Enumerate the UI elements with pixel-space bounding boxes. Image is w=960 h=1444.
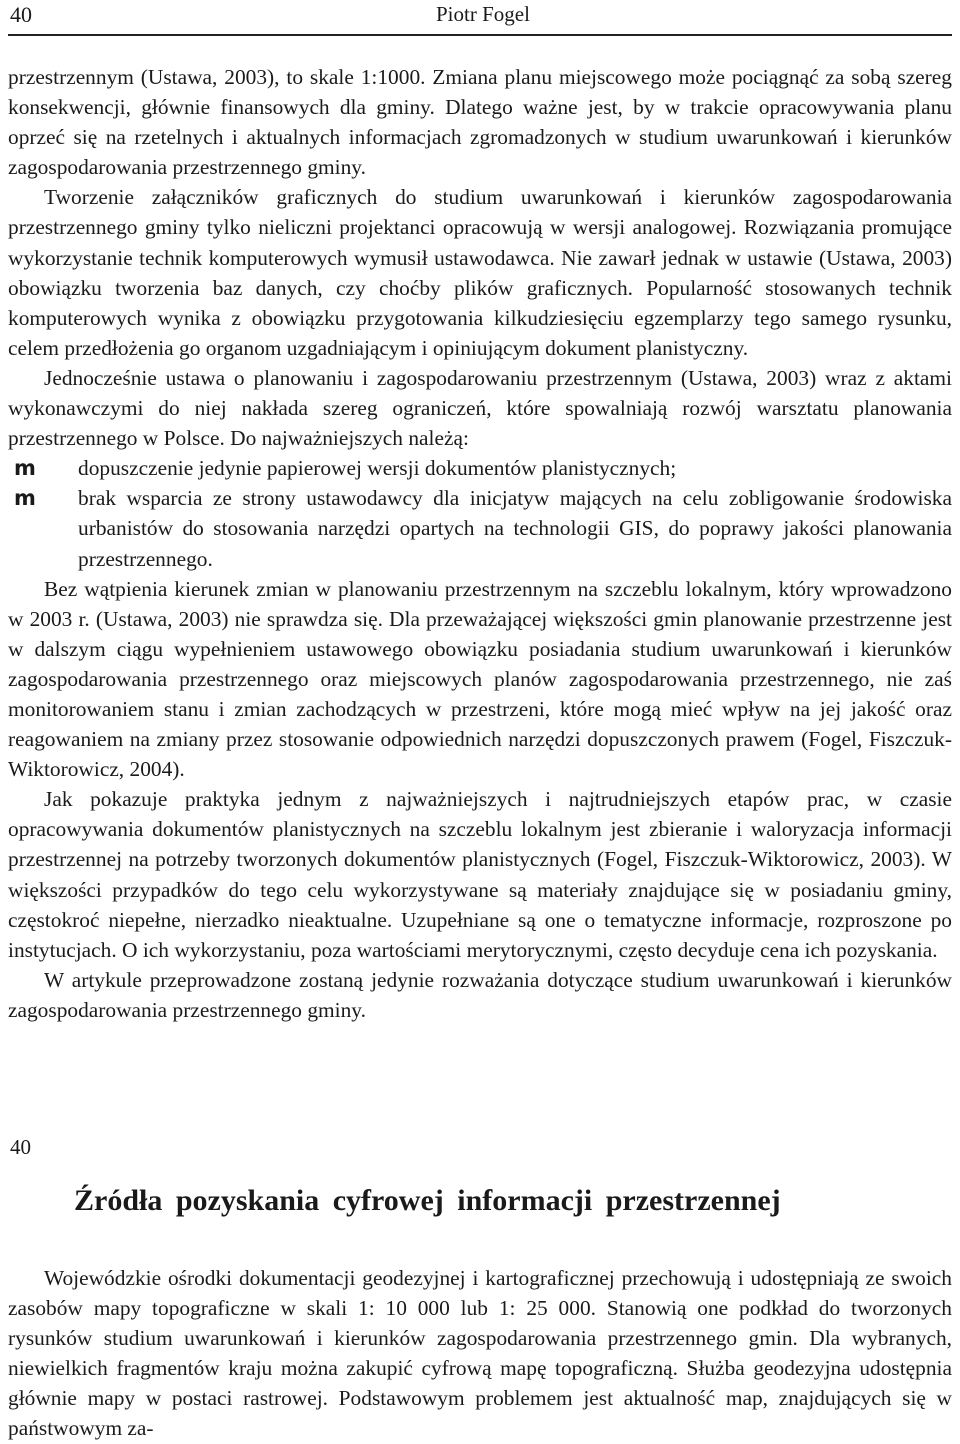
paragraph: W artykule przeprowadzone zostaną jedynie rozważania dotyczące studium uwarunkowań i kierunków zagospodarowania przestrzennego gminy. — [8, 967, 952, 1022]
list-item-text: brak wsparcia ze strony ustawodawcy dla inicjatyw mających na celu zobligowanie środowiska urbanistów do stosowania narzędzi opartych na technologii GIS, do poprawy jakości planowania przestrzennego. — [78, 486, 952, 571]
list-item — [8, 483, 952, 573]
page-header — [8, 0, 952, 36]
section-heading: Źródła pozyskania cyfrowej informacji przestrzennej — [74, 1184, 781, 1217]
section-text-block — [8, 1263, 952, 1444]
mid-page-number: 40 — [10, 1135, 31, 1159]
bullet-list — [8, 453, 952, 573]
list-item — [8, 453, 952, 483]
page-number: 40 — [10, 2, 32, 27]
bullet-icon: m — [14, 456, 36, 481]
paragraph: Wojewódzkie ośrodki dokumentacji geodezyjnej i kartograficznej przechowują i udostępniają ze swoich zasobów mapy topograficzne w skali 1: 10 000 lub 1: 25 000. Stanowią one podkład do tworzonych rysunków studium uwarunkowań i kierunków zagospodarowania przestrzennego gmin. Dla wybranych, niewielkich fragmentów kraju można zakupić cyfrową mapę topograficzną. Służba geodezyjna udostępnia głównie mapy w postaci rastrowej. Podstawowym problemem jest aktualność map, znajdujących się w państwowym za- — [8, 1266, 952, 1441]
paragraph: Jak pokazuje praktyka jednym z najważniejszych i najtrudniejszych etapów prac, w czasie opracowywania dokumentów planistycznych na szczeblu lokalnym jest zbieranie i waloryzacja informacji przestrzennej na potrzeby tworzonych dokumentów planistycznych (Fogel, Fiszczuk-Wiktorowicz, 2003). W większości przypadków do tego celu wykorzystywane są materiały znajdujące się w posiadaniu gminy, częstokroć niepełne, nierzadko nieaktualne. Uzupełniane są one o tematyczne informacje, rozproszone po instytucjach. O ich wykorzystaniu, poza wartościami merytorycznymi, często decyduje cena ich pozyskania. — [8, 787, 952, 962]
running-head-author: Piotr Fogel — [436, 2, 530, 26]
paragraph: Bez wątpienia kierunek zmian w planowaniu przestrzennym na szczeblu lokalnym, który wprowadzono w 2003 r. (Ustawa, 2003) nie sprawdza się. Dla przeważającej większości gmin planowanie przestrzenne jest w dalszym ciągu wypełnieniem ustawowego obowiązku posiadania studium uwarunkowań i kierunków zagospodarowania przestrzennego oraz miejscowych planów zagospodarowania przestrzennego, nie zaś monitorowaniem stanu i zmian zachodzących w przestrzeni, które mogą mieć wpływ na jej jakość oraz reagowaniem na zmiany przez stosowanie odpowiednich narzędzi dopuszczonych prawem (Fogel, Fiszczuk-Wiktorowicz, 2004). — [8, 576, 952, 782]
paragraph: Jednocześnie ustawa o planowaniu i zagospodarowaniu przestrzennym (Ustawa, 2003) wraz z aktami wykonawczymi do niej nakłada szereg ograniczeń, które spowalniają rozwój warsztatu planowania przestrzennego w Polsce. Do najważniejszych należą: — [8, 365, 952, 451]
paragraph: przestrzennym (Ustawa, 2003), to skale 1:1000. Zmiana planu miejscowego może pociągnąć za sobą szereg konsekwencji, głównie finansowych dla gminy. Dlatego ważne jest, by w trakcie opracowywania planu oprzeć się na rzetelnych i aktualnych informacjach zgromadzonych w studium uwarunkowań i kierunków zagospodarowania przestrzennego gminy. — [8, 65, 952, 180]
main-text-block — [8, 62, 952, 1025]
paragraph: Tworzenie załączników graficznych do studium uwarunkowań i kierunków zagospodarowania przestrzennego gminy tylko nieliczni projektanci opracowują w wersji analogowej. Rozwiązania promujące wykorzystanie technik komputerowych wymusił ustawodawca. Nie zawarł jednak w ustawie (Ustawa, 2003) obowiązku tworzenia baz danych, czy choćby plików graficznych. Popularność stosowanych technik komputerowych wynika z obowiązku przygotowania kilkudziesięciu egzemplarzy tego samego rysunku, celem przedłożenia go organom uzgadniającym i opiniującym dokument planistyczny. — [8, 185, 952, 360]
bullet-icon: m — [14, 486, 36, 511]
list-item-text: dopuszczenie jedynie papierowej wersji dokumentów planistycznych; — [78, 456, 677, 481]
